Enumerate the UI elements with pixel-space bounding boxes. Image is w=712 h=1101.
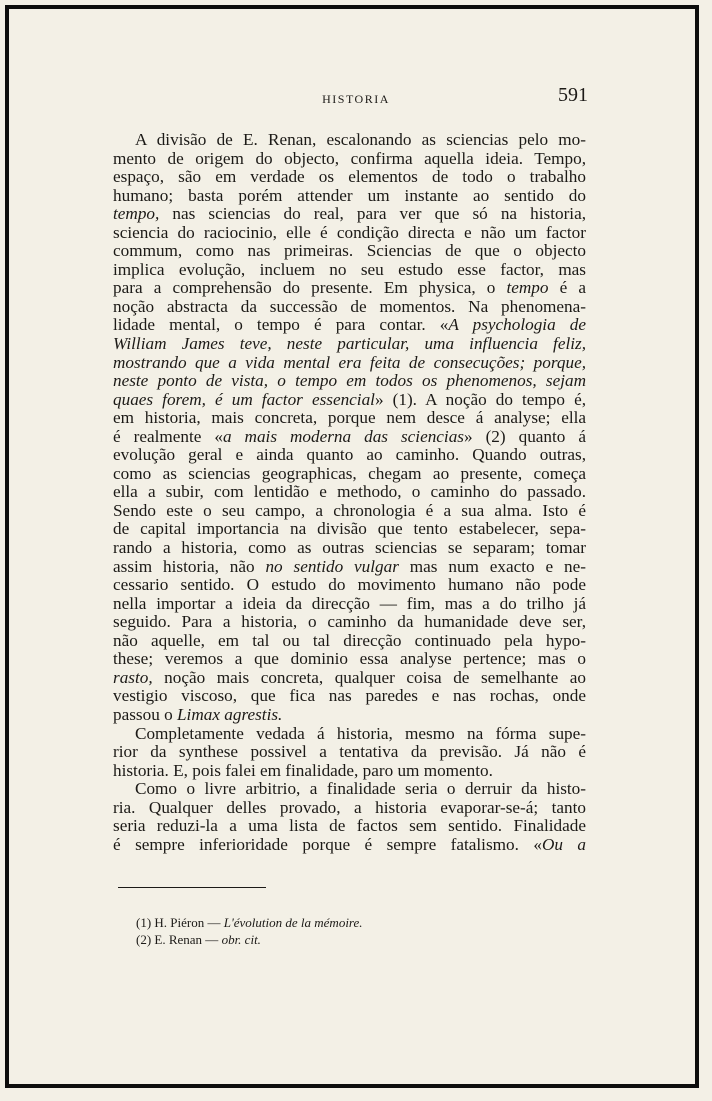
- text-line: [113, 520, 586, 539]
- text-line: [113, 613, 586, 632]
- text-run: vestigio viscoso, que fica nas paredes e nas rochas, onde: [113, 687, 586, 706]
- text-run: these; veremos a que dominio essa analyse pertence; mas o: [113, 650, 586, 669]
- footnotes: [136, 914, 363, 948]
- text-run: passou o: [113, 705, 177, 724]
- text-run: implica evolução, incluem no seu estudo esse factor, mas: [113, 260, 586, 279]
- text-run: é realmente «: [113, 427, 223, 446]
- text-run: commum, como nas primeiras. Sciencias de que o objecto: [113, 242, 586, 261]
- text-run: é sempre inferioridade porque é sempre fatalismo. «: [113, 835, 542, 854]
- text-run: espaço, são em verdade os elementos de todo o trabalho: [113, 168, 586, 187]
- text-line: [113, 150, 586, 169]
- text-run: nella importar a ideia da direcção — fim, mas a do trilho já: [113, 594, 586, 613]
- text-run: sciencia do raciocinio, elle é condição directa e não um factor: [113, 223, 586, 242]
- text-line: [113, 799, 586, 818]
- text-line: [113, 743, 586, 762]
- text-run: de capital importancia na divisão que tento estabelecer, sepa-: [113, 520, 586, 539]
- text-run: é a: [548, 279, 586, 298]
- italic-run: tempo: [506, 279, 549, 298]
- text-line: [113, 650, 586, 669]
- text-run: para a comprehensão do presente. Em physica, o: [113, 279, 507, 298]
- text-run: rior da synthese possivel a tentativa da previsão. Já não é: [113, 743, 586, 762]
- text-line: [113, 131, 586, 150]
- text-run: não aquelle, em tal ou tal direcção continuado pela hypo-: [113, 631, 586, 650]
- text-run: mas num exacto e ne-: [398, 557, 586, 576]
- text-line: [113, 725, 586, 744]
- text-line: [113, 372, 586, 391]
- text-run: assim historia, não: [113, 557, 266, 576]
- text-line: [113, 632, 586, 651]
- italic-run: Ou a: [541, 835, 586, 854]
- text-run: nas sciencias do real, para ver que só na historia,: [159, 205, 586, 224]
- text-line: [113, 409, 586, 428]
- italic-run: tempo,: [113, 205, 160, 224]
- footnote: [136, 914, 363, 931]
- text-run: A divisão de E. Renan, escalonando as sciencias pelo mo-: [135, 131, 586, 149]
- text-run: mento de origem do objecto, confirma aquella ideia. Tempo,: [113, 149, 586, 168]
- italic-run: no sentido vulgar: [265, 557, 399, 576]
- text-run: (1) H. Piéron —: [136, 915, 224, 930]
- text-line: [113, 261, 586, 280]
- text-line: [113, 687, 586, 706]
- text-run: cessario sentido. O estudo do movimento humano não pode: [113, 576, 586, 595]
- italic-run: A psychologia de: [448, 316, 586, 335]
- text-run: evolução geral e ainda quanto ao caminho. Quando outras,: [113, 446, 586, 465]
- italic-run: obr. cit.: [221, 932, 261, 947]
- text-run: em historia, mais concreta, porque nem desce á analyse; ella: [113, 409, 586, 428]
- italic-run: mostrando que a vida mental era feita de consecuções; porque,: [113, 353, 586, 372]
- italic-run: neste ponto de vista, o tempo em todos os phenomenos, sejam: [113, 372, 586, 391]
- text-run: lidade mental, o tempo é para contar. «: [113, 316, 449, 335]
- body-text: [113, 131, 586, 854]
- text-run: Sendo este o seu campo, a chronologia é a sua alma. Isto é: [113, 501, 586, 520]
- text-line: [113, 836, 586, 855]
- text-line: [113, 595, 586, 614]
- text-line: [113, 224, 586, 243]
- text-run: ria. Qualquer delles provado, a historia evaporar-se-á; tanto: [113, 798, 586, 817]
- page-number: 591: [558, 84, 588, 106]
- text-line: [113, 576, 586, 595]
- text-line: [113, 446, 586, 465]
- text-line: [113, 354, 586, 373]
- footnote: [136, 931, 363, 948]
- text-line: [113, 279, 586, 298]
- text-run: historia. E, pois falei em finalidade, paro um momento.: [113, 761, 493, 780]
- text-line: [113, 817, 586, 836]
- text-line: [113, 242, 586, 261]
- text-line: [113, 762, 586, 781]
- text-line: [113, 558, 586, 577]
- text-run: ella a subir, com lentidão e methodo, o caminho do passado.: [113, 483, 586, 502]
- text-line: [113, 187, 586, 206]
- text-line: [113, 428, 586, 447]
- text-run: noção abstracta da successão de momentos. Na phenomena-: [113, 297, 586, 316]
- italic-run: rasto,: [113, 668, 153, 687]
- text-line: [113, 335, 586, 354]
- text-line: [113, 168, 586, 187]
- text-run: Como o livre arbitrio, a finalidade seria o derruir da histo-: [135, 780, 586, 799]
- text-line: [113, 391, 586, 410]
- text-run: humano; basta porém attender um instante ao sentido do: [113, 186, 586, 205]
- text-line: [113, 502, 586, 521]
- italic-run: a mais moderna das sciencias: [222, 427, 464, 446]
- text-run: rando a historia, como as outras sciencias se separam; tomar: [113, 539, 586, 558]
- running-head: HISTORIA: [322, 92, 390, 106]
- text-run: como as sciencias geographicas, chegam ao presente, começa: [113, 464, 586, 483]
- text-line: [113, 298, 586, 317]
- text-line: [113, 780, 586, 799]
- text-line: [113, 483, 586, 502]
- text-run: » (2) quanto á: [463, 427, 586, 446]
- text-run: Completamente vedada á historia, mesmo na fórma supe-: [135, 724, 586, 743]
- italic-run: William James teve, neste particular, uma influencia feliz,: [113, 335, 586, 354]
- text-line: [113, 539, 586, 558]
- text-line: [113, 316, 586, 335]
- text-run: noção mais concreta, qualquer coisa de semelhante ao: [152, 668, 586, 687]
- text-run: » (1). A noção do tempo é,: [374, 390, 586, 409]
- footnote-rule: [118, 887, 266, 888]
- text-line: [113, 465, 586, 484]
- italic-run: quaes forem, é um factor essencial: [113, 390, 375, 409]
- text-line: [113, 706, 586, 725]
- italic-run: Limax agrestis.: [176, 705, 283, 724]
- italic-run: L'évolution de la mémoire.: [223, 915, 363, 930]
- text-run: seguido. Para a historia, o caminho da humanidade deve ser,: [113, 613, 586, 632]
- text-line: [113, 205, 586, 224]
- text-run: (2) E. Renan —: [136, 932, 222, 947]
- text-run: seria reduzi-la a uma lista de factos sem sentido. Finalidade: [113, 817, 586, 836]
- text-line: [113, 669, 586, 688]
